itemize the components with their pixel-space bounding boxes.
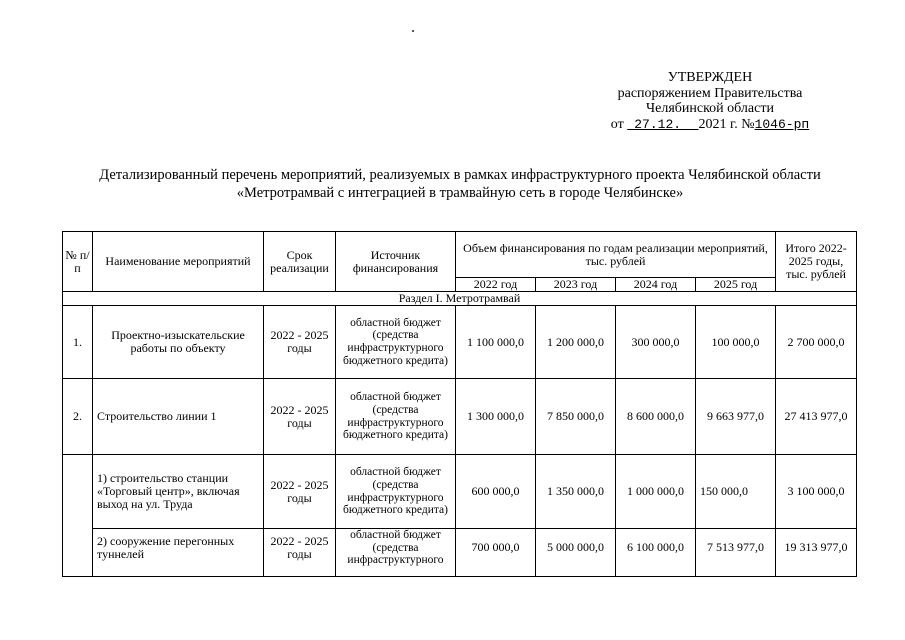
header-year-2025: 2025 год — [696, 278, 776, 292]
row-source: областной бюджет (средства инфраструктурного бюджетного кредита) — [336, 379, 456, 455]
table-row — [63, 529, 857, 577]
row-value-2022: 600 000,0 — [456, 455, 536, 529]
financing-table — [62, 231, 857, 577]
header-source: Источник финансирования — [336, 232, 456, 292]
row-value-2025: 7 513 977,0 — [696, 529, 776, 577]
approved-by-line1: распоряжением Правительства — [617, 85, 803, 101]
row-name: 1) строительство станции «Торговый центр», включая выход на ул. Труда — [93, 455, 264, 529]
section-title: Раздел I. Метротрамвай — [63, 292, 857, 306]
section-row — [63, 292, 857, 306]
approved-date-line — [560, 117, 860, 133]
row-source: областной бюджет (средства инфраструктурного бюджетного кредита) — [336, 306, 456, 379]
header-year-2022: 2022 год — [456, 278, 536, 292]
header-term: Срок реализации — [264, 232, 336, 292]
date-year: 2021 г. № — [698, 116, 755, 132]
header-year-2024: 2024 год — [616, 278, 696, 292]
row-source: областной бюджет (средства инфраструктурного бюджетного кредита) — [336, 455, 456, 529]
approved-label: УТВЕРЖДЕН — [667, 70, 753, 85]
row-name: 2) сооружение перегонных туннелей — [93, 529, 264, 577]
date-value-underline — [627, 117, 698, 132]
approval-block — [560, 70, 860, 132]
document-title — [60, 166, 860, 202]
header-row-1 — [63, 232, 857, 278]
row-num — [63, 455, 93, 577]
header-num: № п/п — [63, 232, 93, 292]
row-value-2024: 1 000 000,0 — [616, 455, 696, 529]
title-line2: «Метротрамвай с интеграцией в трамвайную сеть в городе Челябинске» — [236, 185, 684, 201]
header-year-2023: 2023 год — [536, 278, 616, 292]
approved-by-line2: Челябинской области — [646, 101, 774, 116]
table-row — [63, 455, 857, 529]
row-term: 2022 - 2025 годы — [264, 529, 336, 577]
row-value-2022: 1 300 000,0 — [456, 379, 536, 455]
row-value-2025: 150 000,0 — [696, 455, 776, 529]
row-num: 1. — [63, 306, 93, 379]
title-line1: Детализированный перечень мероприятий, реализуемых в рамках инфраструктурного проекта Челябинской области — [99, 167, 821, 183]
row-num: 2. — [63, 379, 93, 455]
row-value-2022: 700 000,0 — [456, 529, 536, 577]
header-total: Итого 2022-2025 годы, тыс. рублей — [776, 232, 857, 292]
row-value-2023: 7 850 000,0 — [536, 379, 616, 455]
row-total: 3 100 000,0 — [776, 455, 857, 529]
row-value-2024: 6 100 000,0 — [616, 529, 696, 577]
row-term: 2022 - 2025 годы — [264, 455, 336, 529]
table-row — [63, 379, 857, 455]
row-source: областной бюджет (средства инфраструктурного — [336, 529, 456, 577]
row-value-2023: 1 350 000,0 — [536, 455, 616, 529]
row-total: 27 413 977,0 — [776, 379, 857, 455]
date-value: 27.12. — [634, 116, 682, 132]
row-term: 2022 - 2025 годы — [264, 379, 336, 455]
row-value-2022: 1 100 000,0 — [456, 306, 536, 379]
header-name: Наименование мероприятий — [93, 232, 264, 292]
row-value-2025: 9 663 977,0 — [696, 379, 776, 455]
table-row — [63, 306, 857, 379]
row-term: 2022 - 2025 годы — [264, 306, 336, 379]
row-value-2023: 1 200 000,0 — [536, 306, 616, 379]
scan-dot — [412, 30, 414, 32]
header-volume: Объем финансирования по годам реализации мероприятий, тыс. рублей — [456, 232, 776, 278]
date-prefix: от — [610, 116, 624, 132]
row-value-2024: 300 000,0 — [616, 306, 696, 379]
row-name: Строительство линии 1 — [93, 379, 264, 455]
row-name: Проектно-изыскательские работы по объекту — [93, 306, 264, 379]
doc-number-underline — [755, 117, 810, 132]
row-value-2025: 100 000,0 — [696, 306, 776, 379]
row-total: 19 313 977,0 — [776, 529, 857, 577]
row-value-2023: 5 000 000,0 — [536, 529, 616, 577]
doc-number: 1046-рп — [754, 116, 810, 132]
row-total: 2 700 000,0 — [776, 306, 857, 379]
row-value-2024: 8 600 000,0 — [616, 379, 696, 455]
